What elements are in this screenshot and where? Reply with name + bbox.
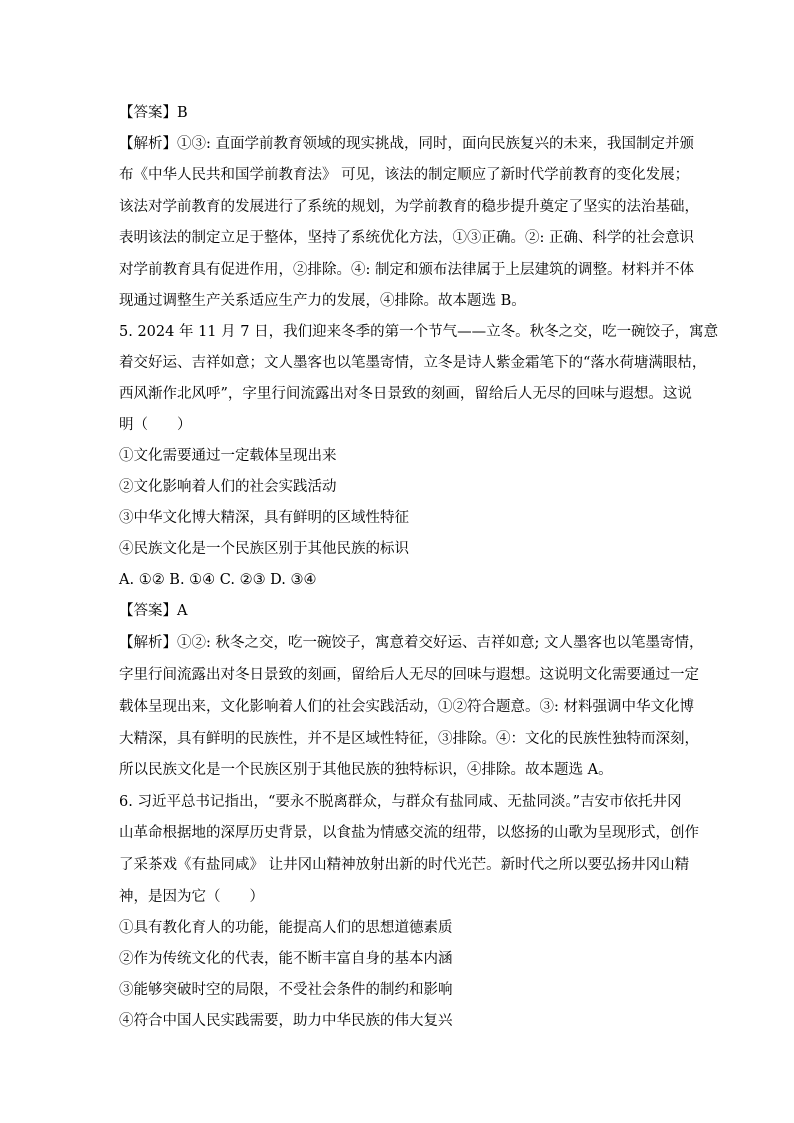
- q5-answer-line: [119, 601, 679, 621]
- q6-option: ①具有教化育人的功能，能提高人们的思想道德素质: [119, 920, 453, 936]
- analysis-text: ①②: 秋冬之交，吃一碗饺子，寓意着交好运、吉祥如意; 文人墨客也以笔墨寄情，: [177, 635, 704, 651]
- q5-stem-line: 着交好运、吉祥如意；文人墨客也以笔墨寄情，立冬是诗人紫金霜笔下的“落水荷塘满眼枯，: [119, 355, 707, 371]
- q5-stem-line: 明（ ）: [119, 417, 192, 433]
- q5-option: ③中华文化博大精深，具有鲜明的区域性特征: [119, 510, 409, 526]
- answer-value: A: [177, 603, 188, 619]
- answer-tag: 【答案】: [119, 603, 177, 619]
- q5-analysis-line: 大精深，具有鲜明的民族性，并不是区域性特征，③排除。④：文化的民族性独特而深刻，: [119, 731, 699, 747]
- answer-value: B: [177, 105, 188, 121]
- analysis-text: ①③: 直面学前教育领域的现实挑战，同时，面向民族复兴的未来，我国制定并颁: [177, 136, 694, 152]
- q5-choices: A. ①② B. ①④ C. ②③ D. ③④: [119, 572, 317, 588]
- q4-analysis-line: 该法对学前教育的发展进行了系统的规划，为学前教育的稳步提升奠定了坚实的法治基础，: [119, 199, 699, 215]
- answer-tag: 【答案】: [119, 105, 177, 121]
- q6-option: ②作为传统文化的代表，能不断丰富自身的基本内涵: [119, 951, 453, 967]
- q5-analysis-line: 载体呈现出来，文化影响着人们的社会实践活动，①②符合题意。③: 材料强调中华文化博: [119, 699, 694, 715]
- q4-answer-line: [119, 103, 679, 123]
- q5-analysis-line: 字里行间流露出对冬日景致的刻画，留给后人无尽的回味与遐想。这说明文化需要通过一定: [119, 667, 699, 683]
- q4-analysis-line: 对学前教育具有促进作用，②排除。④: 制定和颁布法律属于上层建筑的调整。材料并不体: [119, 262, 694, 278]
- q5-analysis-line: 所以民族文化是一个民族区别于其他民族的独特标识，④排除。故本题选 A。: [119, 762, 613, 778]
- q4-analysis-line: 表明该法的制定立足于整体，坚持了系统优化方法，①③正确。②: 正确、科学的社会意识: [119, 230, 694, 246]
- analysis-tag: 【解析】: [119, 136, 177, 152]
- q5-stem-line: 西风渐作北风呼”，字里行间流露出对冬日景致的刻画，留给后人无尽的回味与遐想。这说: [119, 386, 692, 402]
- q5-analysis-line: [119, 633, 704, 653]
- q4-analysis-line: 现通过调整生产关系适应生产力的发展，④排除。故本题选 B。: [119, 293, 526, 309]
- q6-stem-line: 神，是因为它（ ）: [119, 889, 264, 905]
- q4-analysis-line: 布《中华人民共和国学前教育法》 可见，该法的制定顺应了新时代学前教育的变化发展；: [119, 167, 690, 183]
- q6-stem-line: 6. 习近平总书记指出，“要永不脱离群众，与群众有盐同咸、无盐同淡。”吉安市依托井冈: [119, 794, 682, 810]
- analysis-tag: 【解析】: [119, 635, 177, 651]
- q5-option: ①文化需要通过一定载体呈现出来: [119, 448, 337, 464]
- q5-stem-line: 5. 2024 年 11 月 7 日，我们迎来冬季的第一个节气——立冬。秋冬之交，吃一碗饺子，寓意: [119, 324, 719, 340]
- q5-option: ②文化影响着人们的社会实践活动: [119, 479, 337, 495]
- q6-option: ④符合中国人民实践需要，助力中华民族的伟大复兴: [119, 1013, 453, 1029]
- q6-option: ③能够突破时空的局限，不受社会条件的制约和影响: [119, 982, 453, 998]
- q6-stem-line: 了采茶戏《有盐同咸》 让井冈山精神放射出新的时代光芒。新时代之所以要弘扬井冈山精: [119, 857, 690, 873]
- q5-option: ④民族文化是一个民族区别于其他民族的标识: [119, 541, 409, 557]
- q6-stem-line: 山革命根据地的深厚历史背景，以食盐为情感交流的纽带，以悠扬的山歌为呈现形式，创作: [119, 825, 699, 841]
- q4-analysis-line: [119, 134, 694, 154]
